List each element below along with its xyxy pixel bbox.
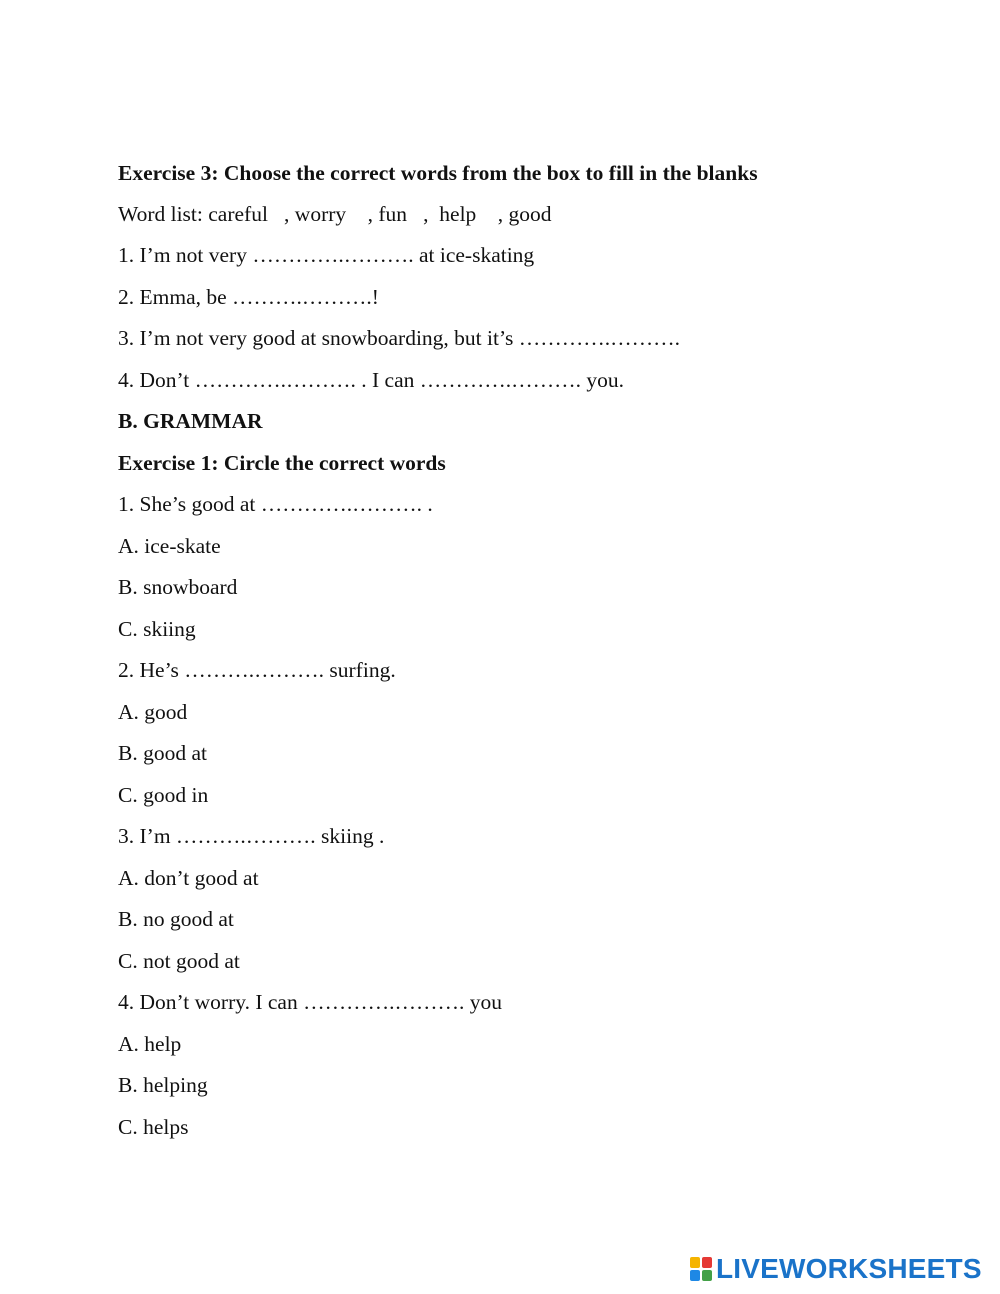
question-4-option-a[interactable]: A. help — [118, 1032, 182, 1056]
question-4: 4. Don’t worry. I can ………….………. you — [118, 990, 502, 1014]
logo-mark-icon — [690, 1257, 712, 1281]
question-2-option-b[interactable]: B. good at — [118, 741, 207, 765]
question-4-option-b[interactable]: B. helping — [118, 1073, 208, 1097]
logo-text: LIVEWORKSHEETS — [716, 1253, 982, 1284]
exercise3-item-3: 3. I’m not very good at snowboarding, but it’s ………….………. — [118, 326, 680, 350]
exercise3-item-1: 1. I’m not very ………….………. at ice-skating — [118, 243, 535, 267]
section-b-title: B. GRAMMAR — [118, 409, 263, 433]
question-1-option-c[interactable]: C. skiing — [118, 617, 196, 641]
exercise3-item-2: 2. Emma, be ……….……….! — [118, 285, 379, 309]
question-3-option-b[interactable]: B. no good at — [118, 907, 234, 931]
exercise1-title: Exercise 1: Circle the correct words — [118, 451, 446, 475]
question-1-option-b[interactable]: B. snowboard — [118, 575, 238, 599]
liveworksheets-logo — [690, 1254, 982, 1284]
question-3: 3. I’m ……….………. skiing . — [118, 824, 385, 848]
question-3-option-a[interactable]: A. don’t good at — [118, 866, 259, 890]
question-4-option-c[interactable]: C. helps — [118, 1115, 189, 1139]
word-list: Word list: careful , worry , fun , help , good — [118, 202, 552, 226]
exercise3-item-4: 4. Don’t ………….………. . I can ………….………. you. — [118, 368, 625, 392]
question-2: 2. He’s ……….………. surfing. — [118, 658, 396, 682]
question-2-option-a[interactable]: A. good — [118, 700, 188, 724]
question-3-option-c[interactable]: C. not good at — [118, 949, 240, 973]
question-2-option-c[interactable]: C. good in — [118, 783, 209, 807]
exercise3-title: Exercise 3: Choose the correct words from the box to fill in the blanks — [118, 161, 758, 185]
question-1: 1. She’s good at ………….………. . — [118, 492, 433, 516]
question-1-option-a[interactable]: A. ice-skate — [118, 534, 221, 558]
